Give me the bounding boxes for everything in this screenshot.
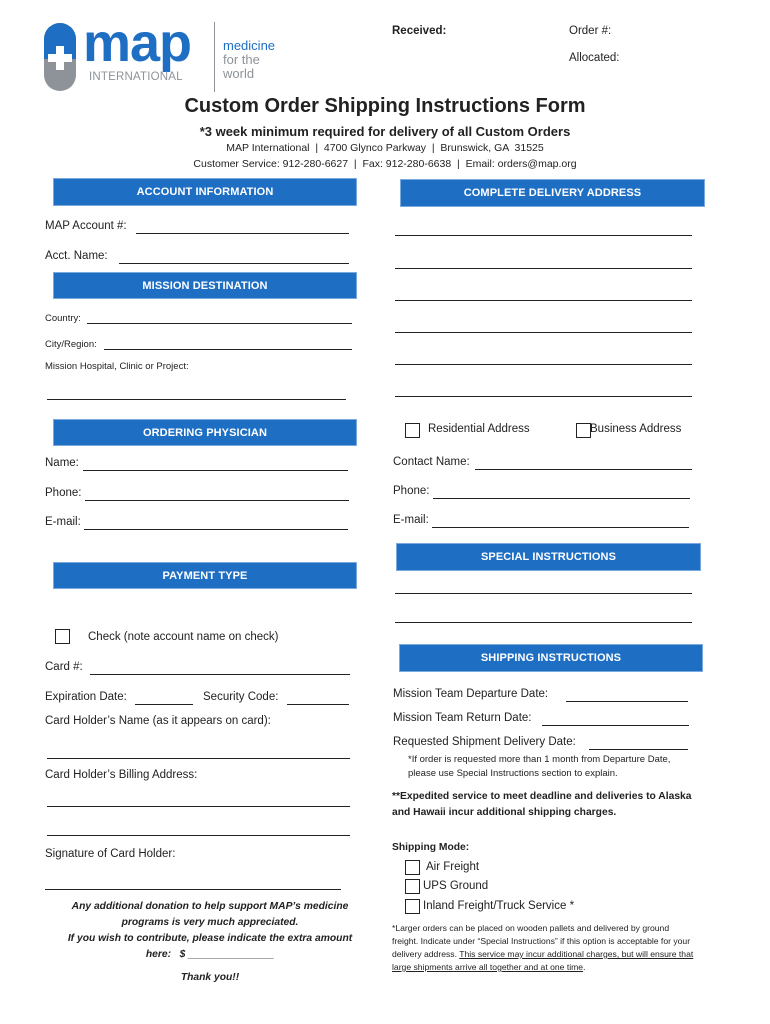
map-logo xyxy=(43,13,283,94)
check-label: Check (note account name on check) xyxy=(88,631,279,643)
requested-note-2: please use Special Instructions section to explain. xyxy=(408,768,618,779)
delivery-address-line-5[interactable] xyxy=(395,364,692,365)
order-number-label: Order #: xyxy=(569,25,612,37)
billing-address-field-2[interactable] xyxy=(47,835,350,836)
thank-you: Thank you!! xyxy=(180,972,240,983)
return-date-label: Mission Team Return Date: xyxy=(393,712,532,724)
pallet-note-3 xyxy=(392,949,693,959)
card-holder-name-field[interactable] xyxy=(47,758,350,759)
address-line: MAP International | 4700 Glynco Parkway | Brunswick, GA 31525 xyxy=(226,142,544,154)
logo-brand: map xyxy=(83,13,192,73)
mission-hospital-field[interactable] xyxy=(47,399,346,400)
logo-tag-world: world xyxy=(223,66,255,81)
check-checkbox[interactable] xyxy=(55,629,70,644)
acct-name-field[interactable] xyxy=(119,263,349,264)
ups-ground-label: UPS Ground xyxy=(423,880,489,892)
delivery-address-line-4[interactable] xyxy=(395,332,692,333)
delivery-phone-label: Phone: xyxy=(393,485,430,497)
donation-line-2: programs is very much appreciated. xyxy=(121,917,299,928)
map-cross-icon xyxy=(43,22,77,92)
residential-address-label: Residential Address xyxy=(428,423,530,435)
country-label: Country: xyxy=(45,313,81,324)
complete-delivery-address-header: COMPLETE DELIVERY ADDRESS xyxy=(400,179,705,207)
business-address-label: Business Address xyxy=(590,423,682,435)
contact-name-label: Contact Name: xyxy=(393,456,470,468)
pallet-note-3b: This service may incur additional charges, but will ensure that xyxy=(459,949,694,959)
air-freight-label: Air Freight xyxy=(426,861,480,873)
received-label: Received: xyxy=(392,25,447,37)
air-freight-checkbox[interactable] xyxy=(405,860,420,875)
physician-name-field[interactable] xyxy=(83,470,348,471)
logo-tag-forthe: for the xyxy=(223,52,260,67)
special-instructions-line-2[interactable] xyxy=(395,622,692,623)
special-instructions-header: SPECIAL INSTRUCTIONS xyxy=(396,543,701,571)
logo-tag-medicine: medicine xyxy=(223,38,276,53)
physician-phone-label: Phone: xyxy=(45,487,82,499)
departure-date-field[interactable] xyxy=(566,701,688,702)
delivery-address-line-6[interactable] xyxy=(395,396,692,397)
physician-email-label: E-mail: xyxy=(45,516,81,528)
delivery-address-line-1[interactable] xyxy=(395,235,692,236)
shipping-instructions-header: SHIPPING INSTRUCTIONS xyxy=(399,644,703,672)
ups-ground-checkbox[interactable] xyxy=(405,879,420,894)
physician-phone-field[interactable] xyxy=(85,500,349,501)
service-line: Customer Service: 912-280-6627 | Fax: 912-280-6638 | Email: orders@map.org xyxy=(193,158,577,170)
inland-freight-label: Inland Freight/Truck Service * xyxy=(423,900,575,912)
map-account-label: MAP Account #: xyxy=(45,220,127,232)
security-code-field[interactable] xyxy=(287,704,349,705)
billing-address-field-1[interactable] xyxy=(47,806,350,807)
pallet-note-4a: large shipments arrive all together and at one time xyxy=(392,962,584,972)
mission-hospital-label: Mission Hospital, Clinic or Project: xyxy=(45,361,189,372)
delivery-phone-field[interactable] xyxy=(433,498,690,499)
expedite-note-1: **Expedited service to meet deadline and deliveries to Alaska xyxy=(392,791,692,802)
expiration-label: Expiration Date: xyxy=(45,691,127,703)
signature-label: Signature of Card Holder: xyxy=(45,848,176,860)
residential-address-checkbox[interactable] xyxy=(405,423,420,438)
pallet-note-4 xyxy=(392,962,585,972)
physician-email-field[interactable] xyxy=(84,529,348,530)
card-number-label: Card #: xyxy=(45,661,83,673)
donation-amount-field[interactable]: here: $ _______________ xyxy=(145,949,275,960)
signature-field[interactable] xyxy=(45,889,341,890)
acct-name-label: Acct. Name: xyxy=(45,250,108,262)
delivery-email-label: E-mail: xyxy=(393,514,429,526)
physician-name-label: Name: xyxy=(45,457,79,469)
pallet-note-2: freight. Indicate under “Special Instructions” if this option is acceptable for your xyxy=(392,936,691,946)
delivery-address-line-2[interactable] xyxy=(395,268,692,269)
page-subtitle: *3 week minimum required for delivery of all Custom Orders xyxy=(199,124,571,139)
donation-line-1: Any additional donation to help support MAP’s medicine xyxy=(71,901,349,912)
delivery-address-line-3[interactable] xyxy=(395,300,692,301)
mission-destination-header: MISSION DESTINATION xyxy=(53,272,357,299)
inland-freight-checkbox[interactable] xyxy=(405,899,420,914)
requested-delivery-field[interactable] xyxy=(589,749,688,750)
logo-international: INTERNATIONAL xyxy=(89,71,183,83)
card-holder-name-label: Card Holder’s Name (as it appears on card): xyxy=(45,715,271,727)
card-number-field[interactable] xyxy=(90,674,350,675)
return-date-field[interactable] xyxy=(542,725,689,726)
shipping-mode-label: Shipping Mode: xyxy=(392,842,470,853)
billing-address-label: Card Holder’s Billing Address: xyxy=(45,769,198,781)
security-code-label: Security Code: xyxy=(203,691,279,703)
requested-delivery-label: Requested Shipment Delivery Date: xyxy=(393,736,576,748)
logo-divider xyxy=(214,22,215,92)
business-address-checkbox[interactable] xyxy=(576,423,591,438)
city-region-label: City/Region: xyxy=(45,339,97,350)
departure-date-label: Mission Team Departure Date: xyxy=(393,688,549,700)
ordering-physician-header: ORDERING PHYSICIAN xyxy=(53,419,357,446)
map-account-field[interactable] xyxy=(136,233,349,234)
pallet-note-4b: . xyxy=(583,962,586,972)
requested-note-1: *If order is requested more than 1 month from Departure Date, xyxy=(408,754,671,765)
account-information-header: ACCOUNT INFORMATION xyxy=(53,178,357,206)
expedite-note-2: and Hawaii incur additional shipping charges. xyxy=(392,807,617,818)
donation-line-3: If you wish to contribute, please indicate the extra amount xyxy=(67,933,353,944)
delivery-email-field[interactable] xyxy=(432,527,689,528)
city-region-field[interactable] xyxy=(104,349,352,350)
country-field[interactable] xyxy=(87,323,352,324)
special-instructions-line-1[interactable] xyxy=(395,593,692,594)
allocated-label: Allocated: xyxy=(569,52,620,64)
payment-type-header: PAYMENT TYPE xyxy=(53,562,357,589)
expiration-field[interactable] xyxy=(135,704,193,705)
page-title: Custom Order Shipping Instructions Form xyxy=(184,95,586,117)
pallet-note-1: *Larger orders can be placed on wooden pallets and delivered by ground xyxy=(392,923,670,933)
pallet-note-3a: delivery address. xyxy=(392,949,460,959)
contact-name-field[interactable] xyxy=(475,469,692,470)
